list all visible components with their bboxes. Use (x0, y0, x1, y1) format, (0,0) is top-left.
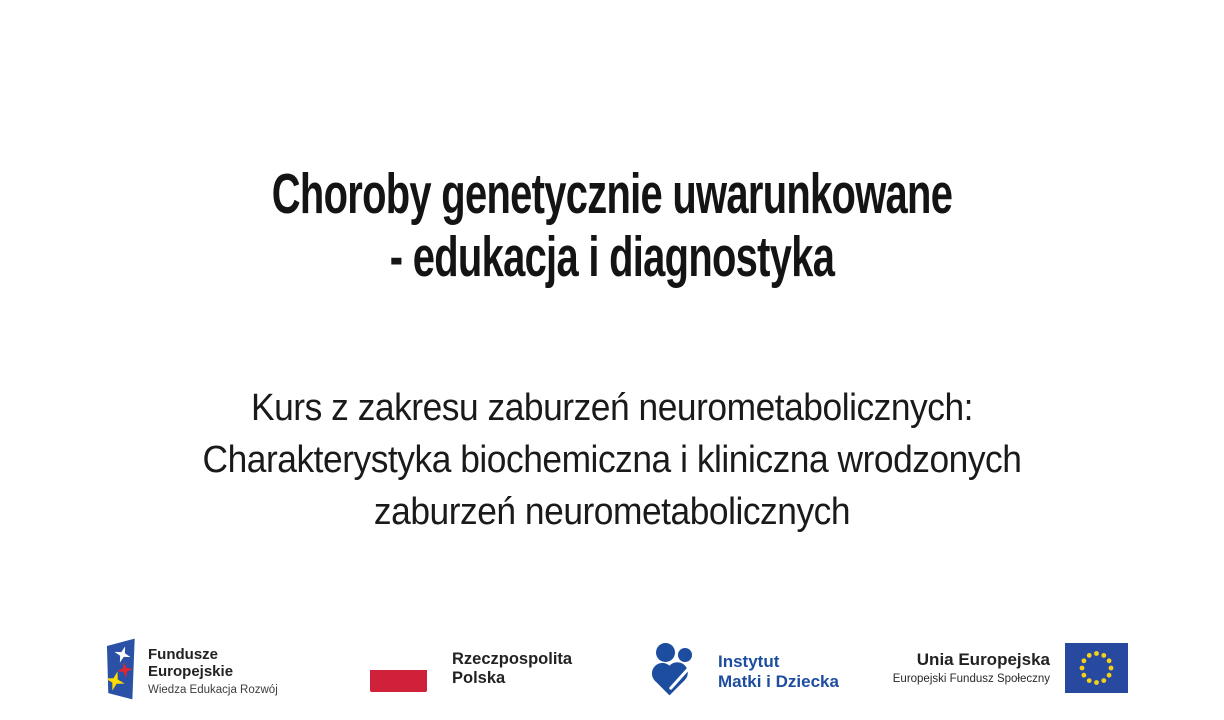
title-line-2: - edukacja i diagnostyka (389, 225, 835, 289)
poland-flag-red-stripe (370, 670, 427, 692)
fundusze-title-line-1: Fundusze (148, 646, 218, 663)
mother-head-circle (656, 643, 675, 662)
poland-flag-icon (370, 648, 427, 692)
eu-subtitle: Europejski Fundusz Społeczny (892, 673, 1050, 685)
eu-funds-flag-icon (103, 638, 136, 700)
fundusze-europejskie-text (148, 638, 278, 697)
eu-title: Unia Europejska (916, 650, 1050, 669)
eu-flag-icon (1065, 643, 1128, 693)
slide-subtitle (43, 382, 1181, 538)
mother-child-heart-icon (650, 643, 700, 699)
rzeczpospolita-polska-text (452, 648, 572, 688)
title-line-1: Choroby genetycznie uwarunkowane (271, 162, 953, 226)
poland-flag-white-stripe (370, 648, 427, 670)
instytut-matki-i-dziecka-text (718, 643, 839, 692)
subtitle-line-2: Charakterystyka biochemiczna i kliniczna wrodzonych (202, 439, 1022, 481)
white-star-icon (112, 644, 133, 665)
imid-title-line-2: Matki i Dziecka (718, 672, 839, 691)
red-star-icon (116, 661, 134, 679)
logo-instytut-matki-i-dziecka (650, 643, 839, 699)
logo-rzeczpospolita-polska (370, 648, 572, 692)
child-head-circle (678, 648, 692, 662)
yellow-star-icon (103, 669, 127, 693)
unia-europejska-text (880, 643, 1050, 686)
polska-title-line-2: Polska (452, 669, 506, 687)
logo-unia-europejska (880, 643, 1128, 693)
imid-title-line-1: Instytut (718, 652, 780, 671)
subtitle-line-3: zaburzeń neurometabolicznych (373, 491, 851, 533)
heart-shape (655, 666, 685, 696)
subtitle-line-1: Kurs z zakresu zaburzeń neurometabolicznych: (250, 387, 974, 429)
slide-title (184, 163, 1041, 289)
logo-fundusze-europejskie (103, 638, 278, 700)
fundusze-title-line-2: Europejskie (148, 663, 234, 680)
polska-title-line-1: Rzeczpospolita (452, 650, 573, 668)
fundusze-subtitle: Wiedza Edukacja Rozwój (148, 684, 278, 696)
